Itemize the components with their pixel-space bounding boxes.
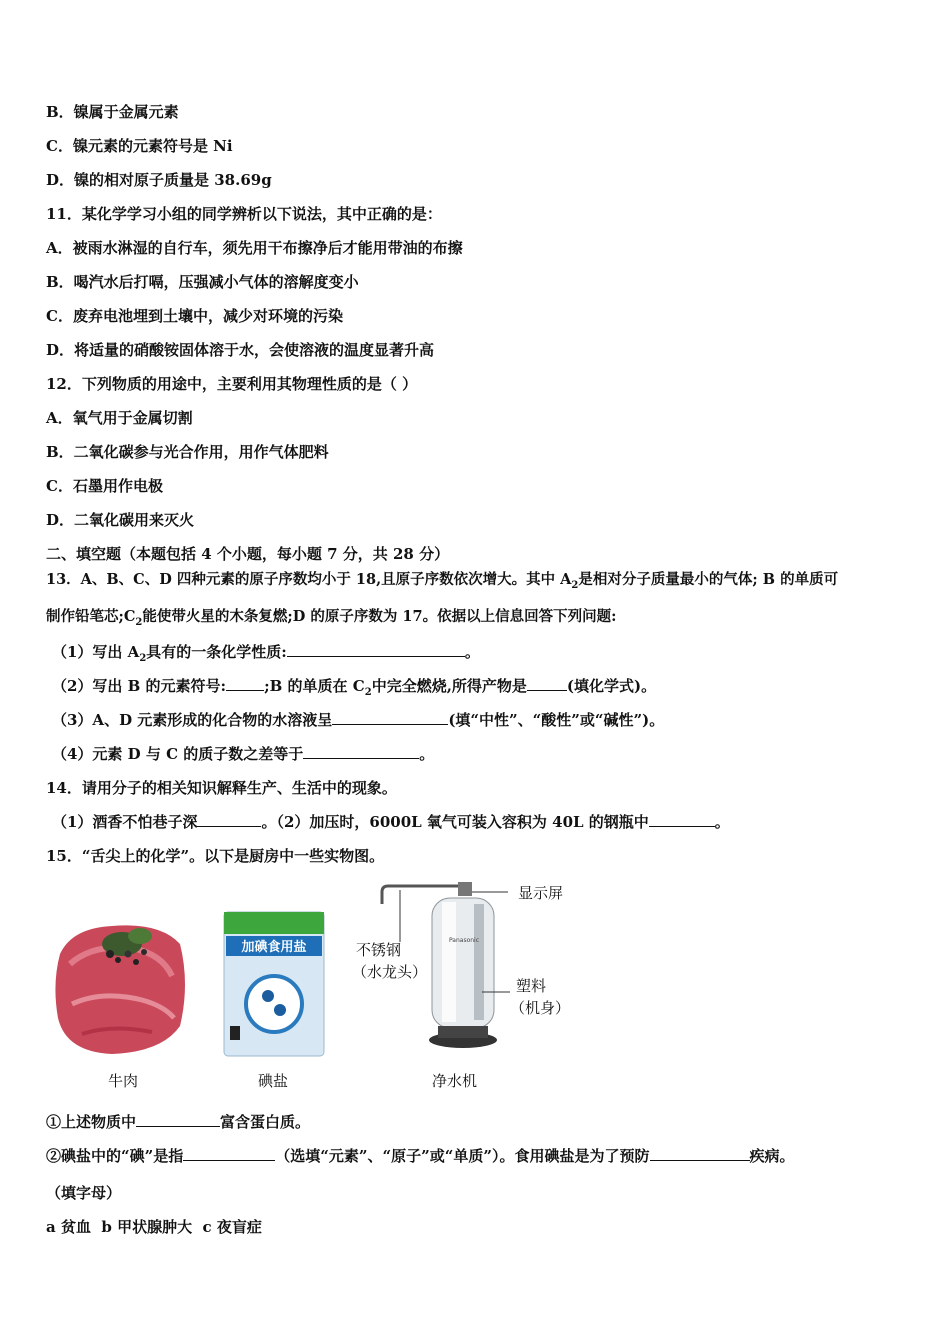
iodized-salt-image (222, 910, 326, 1058)
answer-blank[interactable] (287, 642, 465, 657)
q15-2-text: （选填“元素”、“原子”或“单质”）。食用碘盐是为了预防 (275, 1147, 650, 1165)
q14-parts (52, 812, 730, 832)
answer-blank[interactable] (650, 1146, 750, 1161)
q13-1-text: 具有的一条化学性质: (146, 643, 287, 661)
answer-blank[interactable] (303, 744, 419, 759)
q13-part-4 (52, 744, 434, 764)
q11-option-c: C．废弃电池埋到土壤中，减少对环境的污染 (46, 307, 343, 325)
answer-blank[interactable] (136, 1112, 220, 1127)
q12-stem: 12．下列物质的用途中，主要利用其物理性质的是（ ） (46, 375, 418, 393)
label-display-screen: 显示屏 (518, 884, 564, 902)
label-body: （机身） (510, 999, 571, 1017)
q13-text: 是相对分子质量最小的气体; B 的单质可 (578, 571, 839, 588)
answer-blank[interactable] (226, 676, 264, 691)
answer-blank[interactable] (527, 676, 567, 691)
q11-option-b: B．喝汽水后打嗝，压强减小气体的溶解度变小 (46, 273, 359, 291)
beef-image (52, 914, 188, 1056)
q14-stem: 14．请用分子的相关知识解释生产、生活中的现象。 (46, 779, 397, 797)
beef-caption: 牛肉 (108, 1072, 139, 1090)
q12-option-c: C．石墨用作电极 (46, 477, 163, 495)
q13-stem-line-2 (46, 607, 616, 633)
q13-3-text: (填“中性”、“酸性”或“碱性”)。 (448, 711, 665, 729)
q14-text: （1）酒香不怕巷子深 (52, 813, 198, 831)
q15-stem: 15．“舌尖上的化学”。以下是厨房中一些实物图。 (46, 847, 385, 865)
q13-text: 制作铅笔芯;C (46, 608, 136, 625)
kitchen-figures (40, 880, 640, 1095)
q13-1-text: （1）写出 A (52, 643, 140, 661)
label-faucet: （水龙头） (352, 963, 428, 981)
q11-option-d: D．将适量的硝酸铵固体溶于水，会使溶液的温度显著升高 (46, 341, 435, 359)
q13-3-text: （3）A、D 元素形成的化合物的水溶液呈 (52, 711, 333, 729)
q13-part-2 (52, 676, 656, 703)
q13-stem-line-1 (46, 570, 838, 596)
answer-blank[interactable] (197, 812, 261, 827)
q13-part-1 (52, 642, 480, 669)
q13-2-text: 中完全燃烧,所得产物是 (371, 677, 527, 695)
purifier-caption: 净水机 (432, 1072, 478, 1090)
salt-pack-label: 加碘食用盐 (241, 940, 307, 955)
q13-2-text: ;B 的单质在 C (264, 677, 365, 695)
q13-4-text: 。 (419, 745, 435, 763)
q13-1-text: 。 (464, 643, 480, 661)
section-2-heading: 二、填空题（本题包括 4 个小题，每小题 7 分，共 28 分） (46, 545, 450, 563)
q11-stem: 11．某化学学习小组的同学辨析以下说法，其中正确的是： (46, 205, 442, 223)
purifier-brand: Panasonic (448, 937, 480, 944)
q10-option-b: B．镍属于金属元素 (46, 103, 179, 121)
q12-option-b: B．二氧化碳参与光合作用，用作气体肥料 (46, 443, 329, 461)
q15-2-text: 疾病。 (749, 1147, 795, 1165)
q11-option-a: A．被雨水淋湿的自行车，须先用干布擦净后才能用带油的布擦 (46, 239, 463, 257)
q13-part-3 (52, 710, 664, 730)
q13-2-text: （2）写出 B 的元素符号: (52, 677, 227, 695)
q14-text: 。（2）加压时，6000L 氧气可装入容积为 40L 的钢瓶中 (261, 813, 649, 831)
subscript: 2 (139, 653, 147, 664)
q15-1-text: ①上述物质中 (46, 1113, 137, 1131)
subscript: 2 (135, 616, 143, 628)
q12-option-a: A．氧气用于金属切割 (46, 409, 193, 427)
q15-2-text: ②碘盐中的“碘”是指 (46, 1147, 184, 1165)
q15-part-2 (46, 1146, 795, 1166)
q10-option-c: C．镍元素的元素符号是 Ni (46, 137, 233, 155)
q15-fill-letter-note: （填字母） (46, 1184, 122, 1202)
label-stainless-steel: 不锈钢 (356, 941, 402, 959)
q13-4-text: （4）元素 D 与 C 的质子数之差等于 (52, 745, 304, 763)
label-plastic: 塑料 (516, 977, 547, 995)
q13-2-text: (填化学式)。 (566, 677, 657, 695)
answer-blank[interactable] (332, 710, 448, 725)
answer-blank[interactable] (183, 1146, 275, 1161)
answer-blank[interactable] (649, 812, 715, 827)
subscript: 2 (364, 687, 372, 698)
q14-text: 。 (714, 813, 730, 831)
q13-text: 13．A、B、C、D 四种元素的原子序数均小于 18,且原子序数依次增大。其中 A (46, 571, 572, 588)
q15-options: a 贫血 b 甲状腺肿大 c 夜盲症 (46, 1218, 262, 1236)
salt-caption: 碘盐 (258, 1072, 289, 1090)
q15-part-1 (46, 1112, 310, 1132)
q15-1-text: 富含蛋白质。 (220, 1113, 311, 1131)
q13-text: 能使带火星的木条复燃;D 的原子序数为 17。依据以上信息回答下列问题: (142, 608, 617, 625)
q12-option-d: D．二氧化碳用来灭火 (46, 511, 195, 529)
subscript: 2 (571, 579, 579, 591)
q10-option-d: D．镍的相对原子质量是 38.69g (46, 171, 272, 189)
